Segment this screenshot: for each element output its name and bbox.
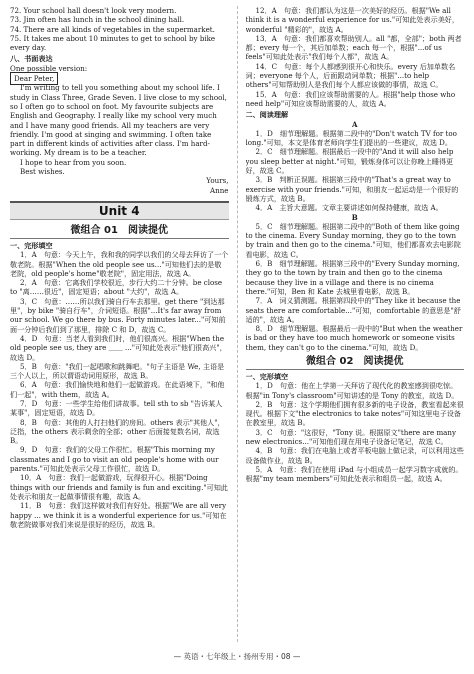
cloze-answer: 14．C 句意：每个人都感到很开心和快乐。every 后加单数名词；everyone 每个人，后面跟动词单数；根据"...to help others"可知帮助别人是我们每个人都应该做的事情，故选 C。 <box>245 61 456 90</box>
possible-version-label: One possible version: <box>10 63 88 73</box>
cloze-answer: 9．D 句意：我们的父母工作很忙。根据"This morning my classmates and I go to visit an old people's home with our parents."可知此处表示父母工作很忙，故选 D。 <box>10 445 219 474</box>
letter-close: Best wishes. <box>20 167 65 177</box>
section-title-writing: 八、书面表达 <box>10 54 53 64</box>
cloze-answer: 4．D 句意：当老人看到我们时，他们很高兴。根据"When the old people see us, they are ＿＿ ..."可知此处表示"他们很高兴"，故选 D。 <box>10 333 227 362</box>
cloze-answer: 8．B 句意：其他的人打扫他们的房间。others 表示"其他人"，泛指，the others 表示剩余的全部；other 后面接复数名词，故选 B。 <box>10 417 225 446</box>
cloze-answer: 13．A 句意：我们都喜欢帮助别人。all "都，全部"；both 两者都；every 每一个，其后加单数；each 每一个，根据"...of us feels"可知此处表示"我们每个人都"，故选 A。 <box>245 33 462 62</box>
cloze-answer: 3．C 句意："这很好，"Tony 说。根据原文"there are many new electronics..."可知他们现在用电子设备记笔记，故选 C。 <box>245 427 456 447</box>
cloze-answer: 11．B 句意：我们这样做对我们有好处。根据"We are all very happy ... we think it is a wonderful experience for us."可知在敬老院做事对我们来说是很好的经历，故选 B。 <box>10 501 227 529</box>
letter-body: I'm writing to tell you something about my school life. I study in Class Three, Grade Seven. I live close to my school, so I often go to school on foot. My favourite subjects are English and Geography. I really like my school very much and I have many good friends. All my teachers are very friendly. I'm good at singing and swimming. I often take part in different kinds of activities after class. I'm hard-working. My dream is to be a teacher. <box>10 83 227 158</box>
cloze-answer: 4．B 句意：我们在电脑上或者平板电脑上做记录，可以利用这些设备做作业，故选 B。 <box>245 446 464 465</box>
answer-73: 73. Jim often has lunch in the school dining hall. <box>10 15 185 25</box>
left-column <box>10 6 229 642</box>
letter-signature-2: Anne <box>210 185 229 195</box>
letter-salutation: Dear Peter, <box>10 74 229 83</box>
reading-answer: 5．C 细节理解题。根据第二段中的"Both of them like going to the cinema. Every Sunday morning, they go to the town by train and then go to the cinema."可知，他们都喜欢去电影院看电影，故选 C。 <box>245 221 461 259</box>
two-column-body <box>10 6 464 642</box>
reading-answer: 4．A 主旨大意题。文章主要讲述如何保持健康，故选 A。 <box>255 203 443 213</box>
cloze-answer: 3．C 句意：……所以我们骑自行车去那里。get there "到达那里"，by bike "骑自行车"，介词短语。根据"...It's far away from our school. We go there by bus. Forty minutes later..."可知前面一分钟后我们到了那里，排除 C 和 D，故选 C。 <box>10 296 226 334</box>
reading-answer: 7．A 词义猜测题。根据第四段中的"They like it because the seats there are comfortable..."可知，comfortable 的意思是"舒适的"，故选 A。 <box>245 296 461 324</box>
cloze-answer: 2．A 句意：它离我们学校很近，步行大约二十分钟。be close to "离……很近"，固定短语；about "大约"，故选 A。 <box>10 278 223 297</box>
section-title-reading: 二、阅读理解 <box>245 110 289 120</box>
unit-heading: Unit 4 <box>10 201 229 220</box>
letter-closing-line: I hope to hear from you soon. <box>20 157 127 167</box>
section-title-cloze-2: 一、完形填空 <box>245 371 289 381</box>
page-footer: — 英语・七年级上・扬州专用・08 — <box>173 652 301 661</box>
answer-75: 75. It takes me about 10 minutes to get to school by bike every day. <box>10 33 216 53</box>
answer-72: 72. Your school hall doesn't look very modern. <box>10 6 177 15</box>
reading-answer: 2．C 细节理解题。根据最后一段中的"And it will also help you sleep better at night."可知，锻炼身体可以让你晚上睡得更好，故选 C。 <box>245 147 454 176</box>
cloze-answer: 1．A 句意：今天上午，我和我的同学以我们的父母去拜访了一个敬老院。根据"When the old people see us..."可知他们去的是敬老院，old people's home"敬老院"，固定用法，故选 A。 <box>10 250 229 278</box>
section-title-cloze: 一、完形填空 <box>10 240 53 250</box>
cloze-answer: 15．A 句意：我们应该帮助需要的人。根据"help those who need help"可知应该帮助需要的人，故选 A。 <box>245 89 456 108</box>
reading-answer: 1．D 细节理解题。根据第二段中的"Don't watch TV for too long."可知，本文是体育老师向学生们提出的一些建议，故选 D。 <box>245 128 457 148</box>
cloze-answer: 2．B 句意：这个学期他们拥有很多新的电子设备，教室看起来很现代。根据下文"the electronics to take notes"可知这里电子设备在教室里，故选 B。 <box>245 399 464 428</box>
column-divider <box>237 6 238 642</box>
answer-74: 74. There are all kinds of vegetables in the supermarket. <box>10 24 215 34</box>
cloze-answer: 10．A 句意：我们一起做游戏，玩得很开心。根据"Doing things with our friends and family is fun and exciting."可知此处表示和朋友一起做事情很有趣，故选 A。 <box>10 473 228 501</box>
cloze-answer: 12．A 句意：我们都认为这是一次美好的经历。根据"We all think it is a wonderful experience for us."可知此处表示美好，wonderful "精彩的"，故选 A。 <box>245 6 459 34</box>
cloze-answer: 6．A 句意：我们愉快地和他们一起做游戏。在此语境下，"和他们一起"，with them，故选 A。 <box>10 380 225 399</box>
reading-answer: 8．D 细节理解题。根据最后一段中的"But when the weather is bad or they have too much homework or someone visits them, they can't go to the cinema."可知，故选 D。 <box>245 324 463 352</box>
group-title-01: 微组合 01 阅读提优 <box>10 224 229 239</box>
cloze-answer: 5．B 句意："我们一起唱歌和跳舞吧。"句子主语是 We, 主语是三个人以上，所以谓语动词用原形，故选 B。 <box>10 361 225 381</box>
cloze-answer: 7．D 句意：一些学生给他们讲故事。tell sth to sb "告诉某人某事"，固定短语，故选 D。 <box>10 398 223 418</box>
letter-signature-1: Yours, <box>206 176 229 186</box>
cloze-answer: 1．D 句意：他在上学第一天拜访了现代化的教室感到很吃惊。根据"in Tony's classroom"可知讲述的是 Tony 的教室，故选 D。 <box>245 381 459 400</box>
reading-answer: 3．B 判断正误题。根据第三段中的"That's a great way to exercise with your friends."可知，和朋友一起运动是一个很好的锻炼方式，故选 B。 <box>245 175 459 203</box>
cloze-answer: 5．A 句意：我们在使用 iPad 与小组成员一起学习数字成就的。根据"my team members"可知此处表示和组员一起，故选 A。 <box>245 464 463 484</box>
group-title-02: 微组合 02 阅读提优 <box>246 355 465 370</box>
passage-label-b: B <box>351 212 358 222</box>
passage-label-a: A <box>351 119 358 129</box>
right-column <box>246 6 465 642</box>
reading-answer: 6．B 细节理解题。根据第三段中的"Every Sunday morning, they go to the town by train and then go to the cinema because they live in a village and there is no cinema there."可知，Ben 和 Kate 去城里看电影，故选 B。 <box>245 259 460 296</box>
sample-letter <box>10 74 229 195</box>
